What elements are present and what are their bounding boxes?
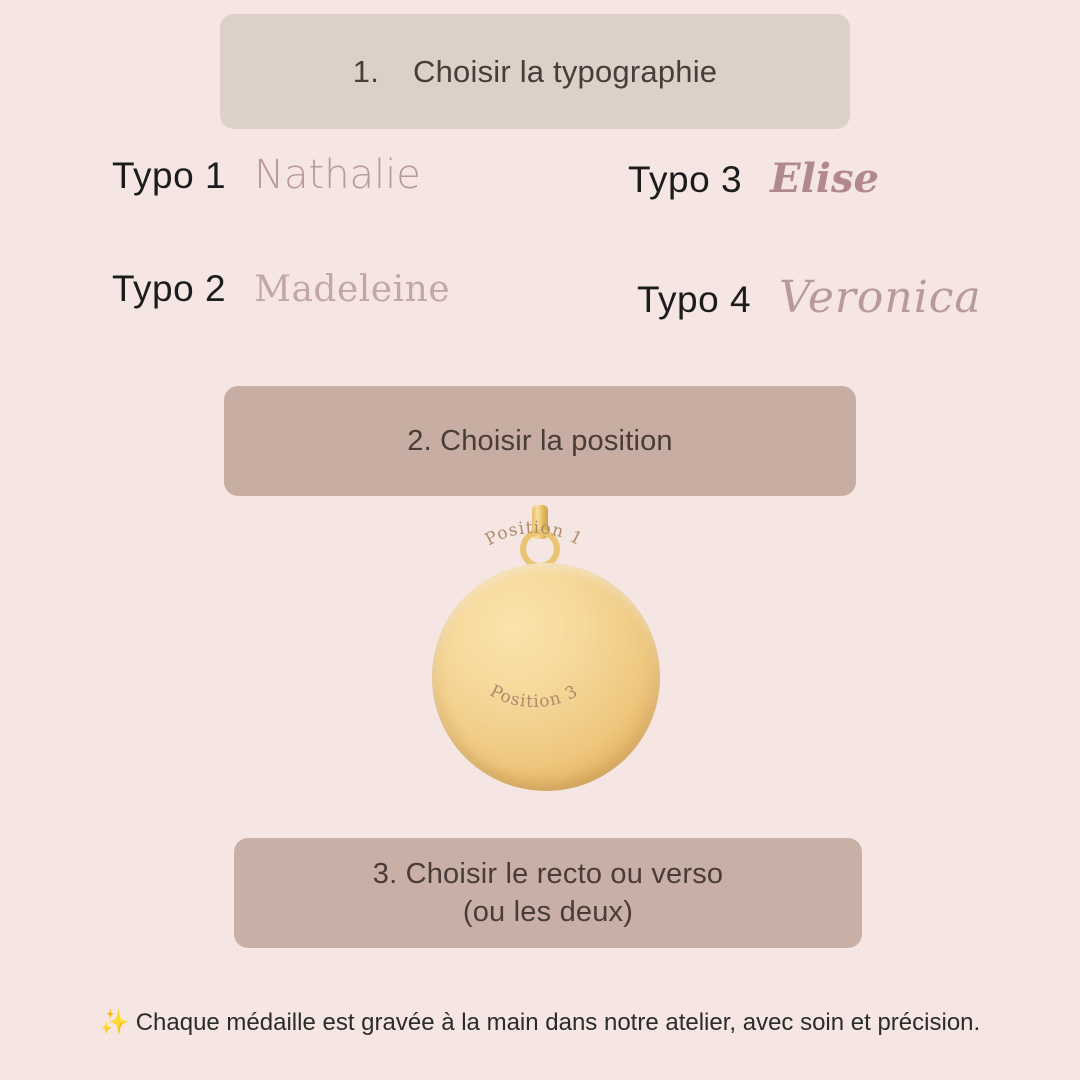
step-3-banner: [234, 838, 862, 948]
step-2-banner: [224, 386, 856, 496]
typo-option-3[interactable]: [628, 155, 879, 202]
footer-note-text: Chaque médaille est gravée à la main dans notre atelier, avec soin et précision.: [135, 1009, 981, 1036]
step-1-banner: [220, 14, 850, 129]
step-1-number: 1.: [352, 53, 380, 89]
typo-option-3-sample: Elise: [770, 155, 879, 202]
typo-option-2-sample: Madeleine: [254, 269, 451, 310]
typo-option-3-label: Typo 3: [628, 159, 743, 200]
step-1-title: Choisir la typographie: [413, 53, 718, 89]
typo-option-1-sample: Nathalie: [254, 152, 421, 198]
step-3-title-line2: (ou les deux): [462, 896, 634, 928]
step-3-title-line1: 3. Choisir le recto ou verso: [372, 857, 724, 890]
sparkles-icon: ✨: [99, 1009, 130, 1036]
typo-option-2-label: Typo 2: [112, 268, 227, 309]
medal-position-1-label: Position 1: [481, 517, 587, 551]
typo-option-4-sample: Veronica: [779, 272, 982, 323]
step-2-title: 2. Choisir la position: [407, 424, 673, 457]
typo-option-1[interactable]: [112, 152, 421, 198]
typo-option-4-label: Typo 4: [637, 279, 752, 320]
typo-option-1-label: Typo 1: [112, 155, 227, 196]
footer-note: [0, 1008, 1080, 1037]
medal-position-3-label: Position 3: [486, 681, 582, 713]
typo-option-2[interactable]: [112, 268, 450, 310]
medal-engraving-text: [420, 505, 648, 733]
typo-option-4[interactable]: [637, 272, 982, 323]
medal-illustration: [420, 505, 670, 805]
